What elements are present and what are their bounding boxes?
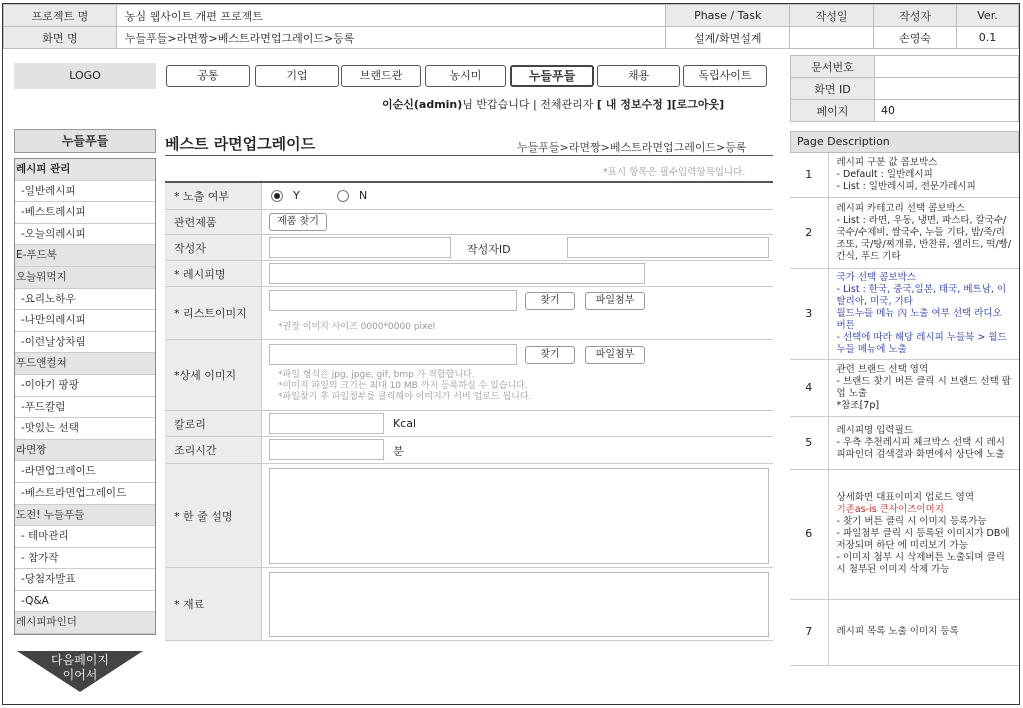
registration-form <box>165 181 773 641</box>
title-divider <box>165 155 773 156</box>
expose-label: * 노출 여부 <box>165 183 262 209</box>
description-line: - 우측 추천레시피 체크박스 선택 시 레시피파인더 검색결과 화면에서 상단에 노출 <box>836 436 1005 460</box>
sidebar-menu <box>14 158 156 635</box>
sidebar-subitem[interactable]: -베스트라면업그레이드 <box>15 483 155 505</box>
description-row <box>790 416 1019 469</box>
description-number: 1 <box>790 153 828 197</box>
description-line: 레시피명 입력필드 <box>836 424 913 436</box>
description-line: 월드누들 메뉴 內 노출 여부 선택 라디오 버튼 <box>836 307 1002 331</box>
description-row <box>790 197 1019 268</box>
description-text <box>828 416 1019 469</box>
nav-recruit[interactable]: 채용 <box>597 65 680 87</box>
expose-row <box>165 183 773 210</box>
sidebar-category[interactable]: E-푸드북 <box>15 245 155 267</box>
nav-company[interactable]: 기업 <box>255 65 339 87</box>
description-text <box>828 153 1019 197</box>
user-greeting: 님 반갑습니다 | 전체관리자 <box>462 98 594 111</box>
expose-y-radio[interactable] <box>271 190 283 202</box>
one-line-textarea[interactable] <box>269 468 769 564</box>
description-line: 기존as-is 큰사이즈이미지 <box>836 504 944 515</box>
description-line: 국가 선택 콤보박스 <box>836 271 916 283</box>
list-image-path-input[interactable] <box>269 290 517 311</box>
author-label: 작성자 <box>874 5 957 27</box>
recipe-name-label: * 레시피명 <box>165 261 262 286</box>
phase-value: 설계/화면설계 <box>666 27 790 49</box>
description-line: - 이미지 첨부 시 삭제버튼 노출되며 클릭 시 첨부된 이미지 삭제 가능 <box>836 552 1005 575</box>
writer-label: 작성자 <box>165 235 262 260</box>
date-label: 작성일 <box>790 5 874 27</box>
docno-label: 문서번호 <box>791 56 875 78</box>
description-line: 관련 브랜드 선택 영역 <box>836 363 929 375</box>
one-line-label: * 한 줄 설명 <box>165 464 262 567</box>
required-note: *표시 항목은 필수입력항목입니다. <box>603 167 746 178</box>
screenid-value <box>875 78 1019 100</box>
sidebar-subitem[interactable]: -Q&A <box>15 591 155 613</box>
description-line: 레시피 구분 값 콤보박스 <box>836 156 938 168</box>
description-number: 2 <box>790 197 828 268</box>
calorie-unit: Kcal <box>393 417 417 430</box>
description-line: - List : 일반레시피, 전문가레시피 <box>836 180 976 192</box>
breadcrumb: 누들푸들>라면짱>베스트라면업그레이드>등록 <box>517 141 747 154</box>
edit-profile-link[interactable]: [ 내 정보수정 ] <box>596 98 672 111</box>
list-image-row <box>165 287 773 340</box>
page-title: 베스트 라면업그레이드 <box>165 135 316 153</box>
sidebar-subitem[interactable]: -라면업그레이드 <box>15 461 155 483</box>
list-image-find-button[interactable]: 찾기 <box>525 292 575 310</box>
page-description-table <box>790 153 1019 666</box>
description-line: 레시피 목록 노출 이미지 등록 <box>836 626 959 637</box>
recipe-name-input[interactable] <box>269 263 645 284</box>
document-header <box>3 4 1019 49</box>
description-row <box>790 268 1019 359</box>
project-label: 프로젝트 명 <box>4 5 117 27</box>
ingredients-row <box>165 568 773 641</box>
sidebar-subitem[interactable]: -푸드칼럼 <box>15 397 155 419</box>
list-image-hint: *권장 이미지 사이즈 0000*0000 pixel <box>278 322 436 332</box>
list-image-attach-button[interactable]: 파일첨부 <box>585 292 645 310</box>
writer-row <box>165 235 773 261</box>
nav-nongsimi[interactable]: 농시미 <box>425 65 506 87</box>
description-number: 7 <box>790 599 828 665</box>
writer-id-input[interactable] <box>567 237 769 258</box>
ingredients-label: * 재료 <box>165 568 262 640</box>
expose-n-radio[interactable] <box>337 190 349 202</box>
ver-label: Ver. <box>956 5 1018 27</box>
screen-label: 화면 명 <box>4 27 117 49</box>
page-label: 페이지 <box>791 100 875 122</box>
sidebar-category[interactable]: 라면짱 <box>15 440 155 462</box>
description-line: - 선택에 따라 해당 레시피 누들북 > 월드누들 메뉴에 노출 <box>836 331 1007 355</box>
sidebar-subitem[interactable]: -맛있는 선택 <box>15 418 155 440</box>
calorie-label: 칼로리 <box>165 411 262 436</box>
cook-time-label: 조리시간 <box>165 437 262 463</box>
nav-noodle-active[interactable]: 누들푸들 <box>510 65 594 87</box>
logout-link[interactable]: [로그아웃] <box>671 98 725 111</box>
document-meta <box>790 55 1019 122</box>
description-line: - 찾기 버튼 클릭 시 이미지 등록가능 <box>836 516 987 527</box>
detail-image-hint-2: *이미지 파일의 크기는 최대 10 MB 까지 등록하실 수 있습니다. <box>278 381 528 391</box>
sidebar-title: 누들푸들 <box>14 129 156 153</box>
description-line: - Default : 일반레시피 <box>836 168 933 180</box>
product-row <box>165 210 773 235</box>
description-text <box>828 359 1019 416</box>
detail-image-row <box>165 340 773 411</box>
nav-independent-site[interactable]: 독립사이트 <box>683 65 767 87</box>
description-text <box>828 268 1019 359</box>
screenid-label: 화면 ID <box>791 78 875 100</box>
description-number: 3 <box>790 268 828 359</box>
detail-image-attach-button[interactable]: 파일첨부 <box>585 346 645 364</box>
find-product-button[interactable]: 제품 찾기 <box>269 213 327 231</box>
description-row <box>790 359 1019 416</box>
description-text <box>828 599 1019 665</box>
detail-image-path-input[interactable] <box>269 344 517 365</box>
logo[interactable]: LOGO <box>14 63 156 89</box>
one-line-row <box>165 464 773 568</box>
writer-input[interactable] <box>269 237 451 258</box>
description-line: - List : 한국, 중국,일본, 태국, 베트남, 이탈리아, 미국, 기타 <box>836 283 1007 307</box>
description-line: - 파일첨부 클릭 시 등록된 이미지가 DB에 저장되며 하단 에 미리보기 가능 <box>836 528 1010 551</box>
sidebar-subitem[interactable]: -베스트레시피 <box>15 202 155 224</box>
description-number: 4 <box>790 359 828 416</box>
detail-image-label: *상세 이미지 <box>165 340 262 410</box>
page-description-title: Page Description <box>790 131 1019 153</box>
next-page-label: 다음페이지 이어서 <box>51 653 109 682</box>
calorie-input[interactable] <box>269 413 384 434</box>
sidebar-category[interactable]: 레시피파인더 <box>15 612 155 634</box>
screen-value: 누들푸들>라면짱>베스트라면업그레이드>등록 <box>116 27 665 49</box>
detail-image-hint-1: *파일 형식은 jpg, jpge, gif, bmp 가 적합합니다. <box>278 370 475 380</box>
sidebar-category[interactable]: 레시피 관리 <box>15 159 155 181</box>
expose-y-label: Y <box>293 189 300 202</box>
calorie-row <box>165 411 773 437</box>
description-line: - 브랜드 찾기 버튼 클릭 시 브랜드 선택 팝업 노출 <box>836 375 1011 399</box>
description-line: - List : 라면, 우동, 냉면, 파스타, 칼국수/국수/수제비, 쌀국수, 누들 기타, 밥/죽/리조또, 국/탕/찌개류, 반찬류, 샐러드, 떡/빵/간식, 푸드 기타 <box>836 214 1012 262</box>
expose-n-label: N <box>359 189 368 202</box>
description-line: *참조[7p] <box>836 399 880 411</box>
sidebar-subitem[interactable]: -요리노하우 <box>15 289 155 311</box>
description-text <box>828 197 1019 268</box>
sidebar-subitem[interactable]: -당첨자발표 <box>15 569 155 591</box>
description-row <box>790 469 1019 599</box>
sidebar-subitem[interactable]: - 테마관리 <box>15 526 155 548</box>
sidebar-subitem[interactable]: - 참가작 <box>15 548 155 570</box>
sidebar-subitem[interactable]: -이야기 팡팡 <box>15 375 155 397</box>
writer-id-label: 작성자ID <box>467 243 511 256</box>
sidebar-subitem[interactable]: -오늘의레시피 <box>15 224 155 246</box>
cook-time-unit: 분 <box>393 445 404 458</box>
nav-common[interactable]: 공통 <box>166 65 250 87</box>
detail-image-hint-3: *파일찾기 후 파일첨부를 클릭해야 이미지가 서버 업로드 됩니다. <box>278 392 532 402</box>
cook-time-row <box>165 437 773 464</box>
description-row <box>790 153 1019 197</box>
cook-time-input[interactable] <box>269 439 384 460</box>
page-value: 40 <box>875 100 1019 122</box>
nav-brand[interactable]: 브랜드관 <box>341 65 421 87</box>
detail-image-find-button[interactable]: 찾기 <box>525 346 575 364</box>
product-label: 관련제품 <box>165 210 262 234</box>
project-value: 농심 웹사이트 개편 프로젝트 <box>116 5 665 27</box>
description-number: 5 <box>790 416 828 469</box>
recipe-name-row <box>165 261 773 287</box>
description-line: 레시피 카테고리 선택 콤보박스 <box>836 202 965 214</box>
sidebar-subitem[interactable]: -이런날상차림 <box>15 332 155 354</box>
ingredients-textarea[interactable] <box>269 572 769 637</box>
description-row <box>790 599 1019 665</box>
sidebar-subitem[interactable]: -일반레시피 <box>15 181 155 203</box>
description-line: 상세화면 대표이미지 업로드 영역 <box>836 492 975 503</box>
user-bar <box>382 96 724 112</box>
date-value <box>790 27 874 49</box>
description-text <box>828 469 1019 599</box>
sidebar-subitem[interactable]: -나만의레시피 <box>15 310 155 332</box>
list-image-label: * 리스트이미지 <box>165 287 262 339</box>
phase-label: Phase / Task <box>666 5 790 27</box>
sidebar-category[interactable]: 도전! 누들푸들 <box>15 505 155 527</box>
sidebar-category[interactable]: 푸드앤컬쳐 <box>15 353 155 375</box>
docno-value <box>875 56 1019 78</box>
ver-value: 0.1 <box>956 27 1018 49</box>
author-value: 손영숙 <box>874 27 957 49</box>
description-number: 6 <box>790 469 828 599</box>
sidebar-category[interactable]: 오늘뭐먹지 <box>15 267 155 289</box>
user-name: 이순신(admin) <box>382 98 463 111</box>
